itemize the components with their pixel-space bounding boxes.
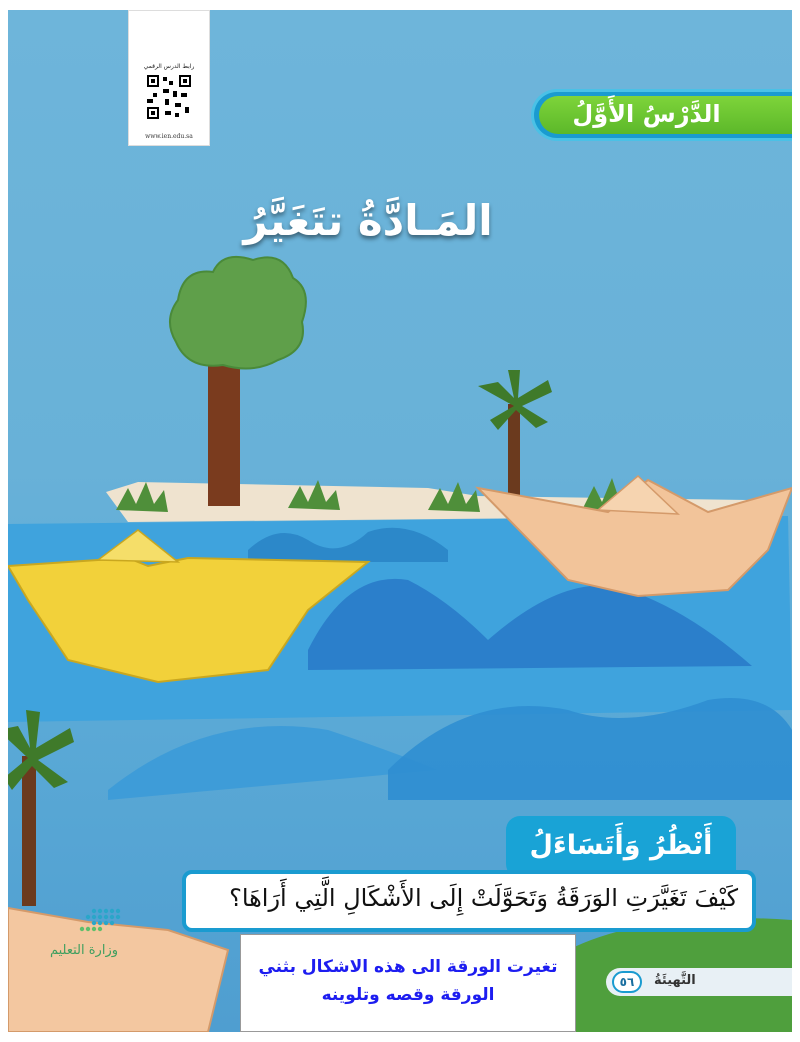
shrub-right: [428, 482, 480, 512]
ministry-logo-icon: [34, 905, 144, 941]
qr-url: www.ien.edu.sa: [145, 133, 193, 140]
answer-textbox[interactable]: [240, 934, 576, 1032]
page-number: ٥٦: [612, 971, 642, 993]
ministry-label: وزارة التعليم: [49, 943, 119, 958]
lesson-tab: [531, 89, 792, 141]
answer-line: الورقة وقصه وتلوينه: [321, 985, 495, 1005]
answer-line: تغيرت الورقة الى هذه الاشكال بثني: [258, 957, 558, 977]
page-title: المَـادَّةُ تتَغَيَّرُ: [243, 196, 493, 245]
look-and-wonder-label: أَنْظُرُ وَأَتَسَاءَلُ: [529, 830, 713, 861]
qr-caption: رابط الدرس الرقمي: [143, 63, 195, 70]
textbook-page: [8, 10, 792, 1032]
footer-section-label: التَّهيئَةُ: [654, 973, 696, 988]
qr-code-icon[interactable]: [145, 73, 193, 121]
tree-canopy: [170, 257, 306, 369]
question-text: كَيْفَ تَغَيَّرَتِ الوَرَقَةُ وَتَحَوَّلَتْ إِلَى الأَشْكَالِ الَّتِي أَرَاهَا؟: [229, 884, 738, 912]
shrub-middle: [288, 480, 340, 510]
palm-left-trunk: [22, 756, 36, 906]
footer-page-indicator: [606, 968, 792, 996]
ministry-logo: [34, 905, 164, 965]
question-box: [182, 870, 756, 932]
qr-code-panel[interactable]: [128, 10, 210, 146]
palm-trunk: [508, 404, 520, 500]
palm-left-fronds: [8, 710, 74, 790]
tree-trunk: [208, 358, 240, 506]
lesson-label: الدَّرْسُ الأَوَّلُ: [572, 100, 721, 128]
look-and-wonder-tab: [506, 816, 736, 878]
answer-text: [241, 953, 575, 1009]
